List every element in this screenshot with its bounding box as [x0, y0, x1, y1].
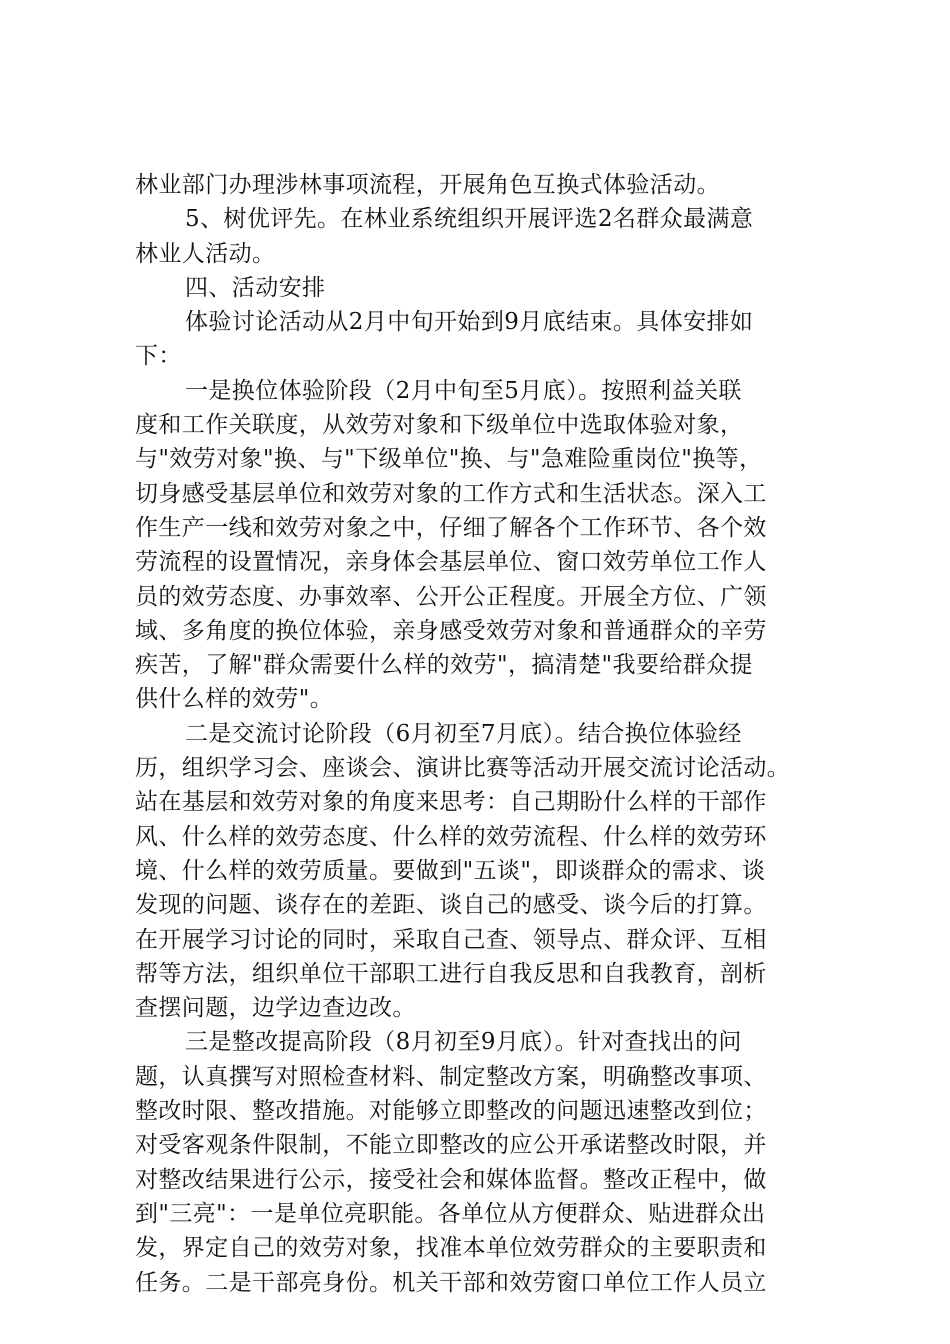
text-line: 在开展学习讨论的同时，采取自己查、领导点、群众评、互相 [135, 926, 767, 953]
text-line: 任务。二是干部亮身份。机关干部和效劳窗口单位工作人员立 [135, 1269, 767, 1296]
text-line: 到"三亮"：一是单位亮职能。各单位从方便群众、贴进群众出 [135, 1200, 766, 1227]
text-line: 体验讨论活动从2月中旬开始到9月底结束。具体安排如 [185, 309, 754, 336]
text-line: 发现的问题、谈存在的差距、谈自己的感受、谈今后的打算。 [135, 892, 767, 919]
document-body [135, 168, 835, 1300]
text-line: 二是交流讨论阶段（6月初至7月底）。结合换位体验经 [185, 720, 742, 747]
text-line: 对受客观条件限制，不能立即整改的应公开承诺整改时限，并 [135, 1132, 767, 1159]
text-line: 与"效劳对象"换、与"下级单位"换、与"急难险重岗位"换等， [135, 446, 763, 473]
text-line: 站在基层和效劳对象的角度来思考：自己期盼什么样的干部作 [135, 789, 767, 816]
text-line: 帮等方法，组织单位干部职工进行自我反思和自我教育，剖析 [135, 960, 767, 987]
text-line: 员的效劳态度、办事效率、公开公正程度。开展全方位、广领 [135, 583, 767, 610]
text-line: 查摆问题，边学边查边改。 [135, 995, 416, 1022]
text-line: 疾苦，了解"群众需要什么样的效劳"，搞清楚"我要给群众提 [135, 652, 753, 679]
text-line: 5、树优评先。在林业系统组织开展评选2名群众最满意 [185, 206, 754, 233]
text-line: 风、什么样的效劳态度、什么样的效劳流程、什么样的效劳环 [135, 823, 767, 850]
text-line: 三是整改提高阶段（8月初至9月底）。针对查找出的问 [185, 1029, 742, 1056]
text-line: 对整改结果进行公示，接受社会和媒体监督。整改正程中，做 [135, 1166, 767, 1193]
text-line: 林业部门办理涉林事项流程，开展角色互换式体验活动。 [135, 172, 720, 198]
text-line: 四、活动安排 [185, 274, 326, 301]
text-line: 下： [135, 343, 182, 370]
text-line: 切身感受基层单位和效劳对象的工作方式和生活状态。深入工 [135, 480, 767, 507]
text-line: 题，认真撰写对照检查材料、制定整改方案，明确整改事项、 [135, 1063, 767, 1090]
text-line: 劳流程的设置情况，亲身体会基层单位、窗口效劳单位工作人 [135, 549, 767, 576]
text-line: 历，组织学习会、座谈会、演讲比赛等活动开展交流讨论活动。 [135, 755, 791, 782]
text-line: 供什么样的效劳"。 [135, 686, 334, 713]
text-line: 域、多角度的换位体验，亲身感受效劳对象和普通群众的辛劳 [135, 617, 767, 644]
text-line: 发，界定自己的效劳对象，找准本单位效劳群众的主要职责和 [135, 1235, 767, 1262]
text-line: 境、什么样的效劳质量。要做到"五谈"，即谈群众的需求、谈 [135, 857, 766, 884]
text-line: 林业人活动。 [135, 240, 276, 267]
text-line: 一是换位体验阶段（2月中旬至5月底）。按照利益关联 [185, 377, 742, 404]
text-line: 度和工作关联度，从效劳对象和下级单位中选取体验对象， [135, 412, 744, 439]
text-line: 作生产一线和效劳对象之中，仔细了解各个工作环节、各个效 [135, 514, 767, 541]
text-line: 整改时限、整改措施。对能够立即整改的问题迅速整改到位； [135, 1098, 767, 1125]
